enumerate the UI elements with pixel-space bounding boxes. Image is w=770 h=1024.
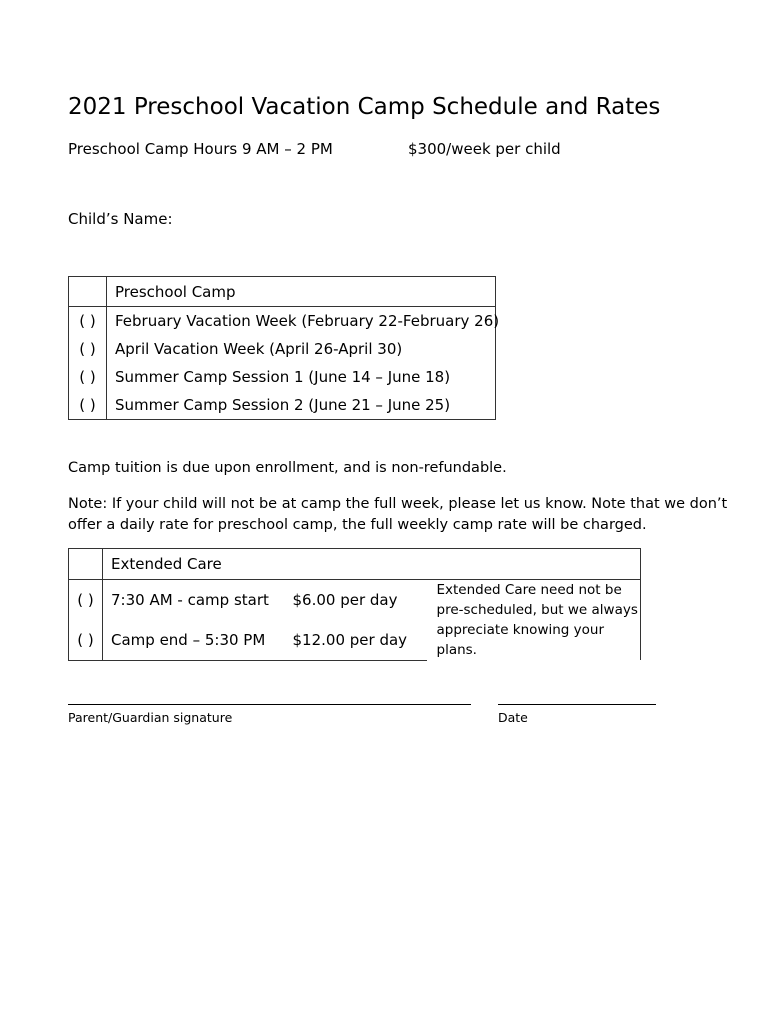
extended-care-time: 7:30 AM - camp start	[103, 580, 285, 620]
signature-label: Parent/Guardian signature	[68, 710, 233, 725]
note-line-2: offer a daily rate for preschool camp, the full weekly camp rate will be charged.	[68, 517, 647, 533]
table-header: Extended Care	[103, 549, 641, 580]
table-header-row	[69, 277, 496, 307]
table-header: Preschool Camp	[107, 277, 496, 307]
camp-hours: Preschool Camp Hours 9 AM – 2 PM	[68, 140, 333, 158]
table-row[interactable]	[69, 363, 496, 391]
week-label: April Vacation Week (April 26-April 30)	[107, 335, 496, 363]
table-header-row	[69, 549, 641, 580]
note-line-1: Note: If your child will not be at camp the full week, please let us know. Note that we don’t	[68, 496, 728, 512]
week-label: Summer Camp Session 1 (June 14 – June 18)	[107, 363, 496, 391]
week-label: February Vacation Week (February 22-February 26)	[107, 307, 496, 336]
extended-care-checkbox[interactable]: ( )	[69, 580, 103, 620]
extended-care-table	[68, 548, 641, 661]
extended-care-time: Camp end – 5:30 PM	[103, 620, 285, 660]
extended-care-note: Extended Care need not be pre-scheduled, but we always appreciate knowing your plans.	[427, 580, 641, 661]
header-empty-cell	[69, 549, 103, 580]
table-row[interactable]	[69, 580, 641, 620]
preschool-camp-table	[68, 276, 500, 420]
header-empty-cell	[69, 277, 107, 307]
week-checkbox[interactable]: ( )	[69, 363, 107, 391]
table-row[interactable]	[69, 391, 496, 420]
week-checkbox[interactable]: ( )	[69, 307, 107, 336]
table-row[interactable]	[69, 335, 496, 363]
week-checkbox[interactable]: ( )	[69, 335, 107, 363]
page-title: 2021 Preschool Vacation Camp Schedule and Rates	[68, 94, 661, 120]
signature-line[interactable]	[68, 704, 471, 705]
extended-care-price: $6.00 per day	[292, 590, 398, 609]
week-checkbox[interactable]: ( )	[69, 391, 107, 420]
date-line[interactable]	[498, 704, 656, 705]
child-name-label: Child’s Name:	[68, 210, 173, 228]
table-row[interactable]	[69, 307, 496, 336]
extended-care-price: $12.00 per day	[285, 620, 427, 660]
tuition-note: Camp tuition is due upon enrollment, and is non-refundable.	[68, 460, 507, 476]
week-label: Summer Camp Session 2 (June 21 – June 25)	[107, 391, 496, 420]
date-label: Date	[498, 710, 528, 725]
camp-rate: $300/week per child	[408, 140, 561, 158]
extended-care-checkbox[interactable]: ( )	[69, 620, 103, 660]
